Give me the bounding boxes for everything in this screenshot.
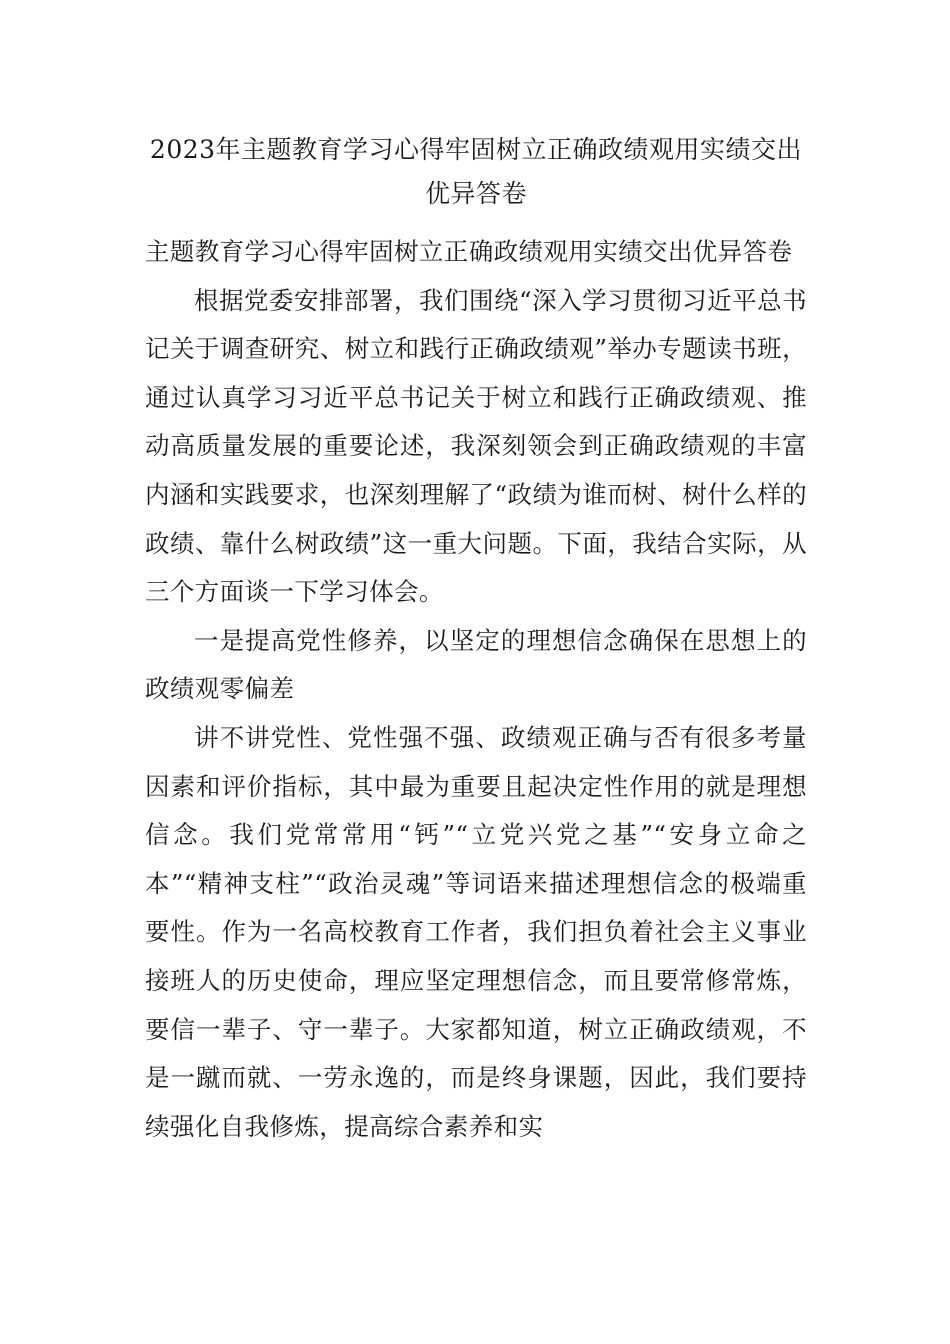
section-heading-one: 一是提高党性修养，以坚定的理想信念确保在思想上的政绩观零偏差 (145, 625, 807, 704)
document-subtitle: 主题教育学习心得牢固树立正确政绩观用实绩交出优异答卷 (145, 237, 793, 266)
document-title-line-2: 优异答卷 (424, 179, 527, 208)
document-title (145, 128, 807, 216)
paragraph-section-one: 讲不讲党性、党性强不强、政绩观正确与否有很多考量因素和评价指标，其中最为重要且起决定性作用的就是理想信念。我们党常常用“钙”“立党兴党之基”“安身立命之本”“精神支柱”“政治灵魂”等词语来描述理想信念的极端重要性。作为一名高校教育工作者，我们担负着社会主义事业接班人的历史使命，理应坚定理想信念，而且要常修常炼，要信一辈子、守一辈子。大家都知道，树立正确政绩观，不是一蹴而就、一劳永逸的，而是终身课题，因此，我们要持续强化自我修炼，提高综合素养和实 (145, 722, 807, 1141)
document-title-line-1: 2023年主题教育学习心得牢固树立正确政绩观用实绩交出 (149, 135, 803, 164)
paragraph-intro: 根据党委安排部署，我们围绕“深入学习贯彻习近平总书记关于调查研究、树立和践行正确政绩观”举办专题读书班，通过认真学习习近平总书记关于树立和践行正确政绩观、推动高质量发展的重要论述，我深刻领会到正确政绩观的丰富内涵和实践要求，也深刻理解了“政绩为谁而树、树什么样的政绩、靠什么树政绩”这一重大问题。下面，我结合实际，从三个方面谈一下学习体会。 (145, 285, 807, 607)
document-page (145, 128, 807, 1151)
